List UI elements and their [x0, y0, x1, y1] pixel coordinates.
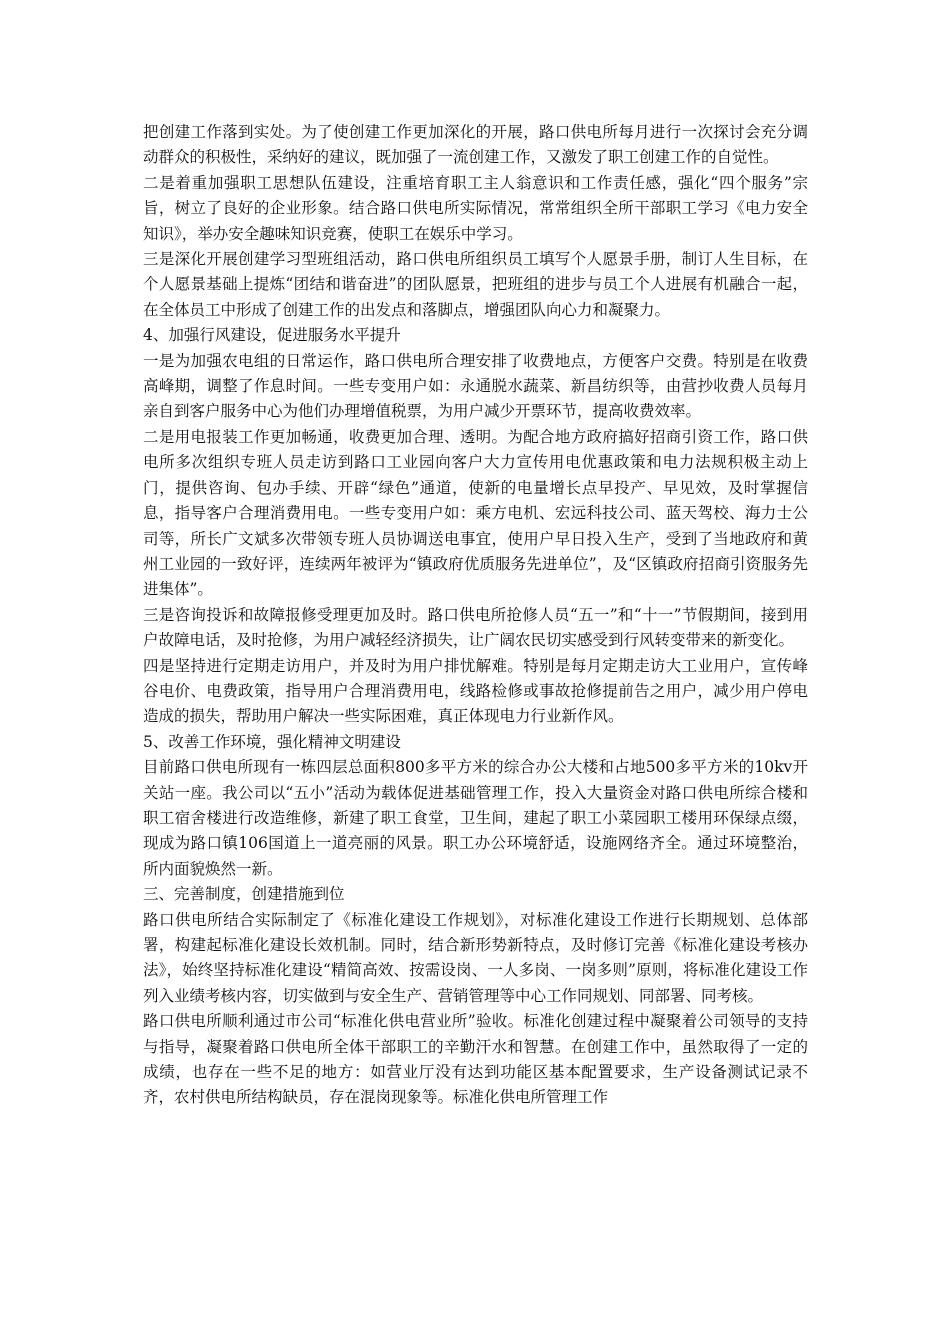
paragraph-3: 三是深化开展创建学习型班组活动，路口供电所组织员工填写个人愿景手册，制订人生目标，在个人愿景基础上提炼“团结和谐奋进”的团队愿景，把班组的进步与员工个人进展有机融合一起，在全体员工中形成了创建工作的出发点和落脚点，增强团队向心力和凝聚力。	[143, 250, 808, 319]
paragraph-13: 路口供电所顺利通过市公司“标准化供电营业所”验收。标准化创建过程中凝聚着公司领导的支持与指导，凝聚着路口供电所全体干部职工的辛勤汗水和智慧。在创建工作中，虽然取得了一定的成绩，也存在一些不足的地方：如营业厅没有达到功能区基本配置要求，生产设备测试记录不齐，农村供电所结构缺员，存在混岗现象等。标准化供电所管理工作	[143, 1012, 808, 1107]
paragraph-2: 二是着重加强职工思想队伍建设，注重培育职工主人翁意识和工作责任感，强化“四个服务”宗旨，树立了良好的企业形象。结合路口供电所实际情况，常常组织全所干部职工学习《电力安全知识》，举办安全趣味知识竞赛，使职工在娱乐中学习。	[143, 173, 808, 243]
paragraph-12: 路口供电所结合实际制定了《标准化建设工作规划》，对标准化建设工作进行长期规划、总体部署，构建起标准化建设长效机制。同时，结合新形势新特点，及时修订完善《标准化建设考核办法》，始终坚持标准化建设“精简高效、按需设岗、一人多岗、一岗多则”原则，将标准化建设工作列入业绩考核内容，切实做到与安全生产、营销管理等中心工作同规划、同部署、同考核。	[143, 910, 808, 1005]
paragraph-10: 目前路口供电所现有一栋四层总面积800多平方米的综合办公大楼和占地500多平方米的10kv开关站一座。我公司以“五小”活动为载体促进基础管理工作，投入大量资金对路口供电所综合楼和职工宿舍楼进行改造维修，新建了职工食堂，卫生间，建起了职工小菜园职工楼用环保绿点缀，现成为路口镇106国道上一道亮丽的风景。职工办公环境舒适，设施网络齐全。通过环境整治，所内面貌焕然一新。	[143, 758, 808, 878]
paragraph-7: 三是咨询投诉和故障报修受理更加及时。路口供电所抢修人员“五一”和“十一”节假期间，接到用户故障电话，及时抢修，为用户减轻经济损失，让广阔农民切实感受到行风转变带来的新变化。	[143, 605, 808, 650]
section-heading-3: 三、完善制度，创建措施到位	[143, 885, 345, 904]
paragraph-5: 一是为加强农电组的日常运作，路口供电所合理安排了收费地点，方便客户交费。特别是在收费高峰期，调整了作息时间。一些专变用户如：永通脱水蔬菜、新昌纺织等，由营抄收费人员每月亲自到客户服务中心为他们办理增值税票，为用户减少开票环节，提高收费效率。	[143, 351, 808, 421]
paragraph-6: 二是用电报装工作更加畅通，收费更加合理、透明。为配合地方政府搞好招商引资工作，路口供电所多次组织专班人员走访到路口工业园向客户大力宣传用电优惠政策和电力法规积极主动上门，提供咨询、包办手续、开辟“绿色”通道，使新的电量增长点早投产、早见效，及时掌握信息，指导客户合理消费用电。一些专变用户如：乘方电机、宏远科技公司、蓝天驾校、海力士公司等，所长广文斌多次带领专班人员协调送电事宜，使用户早日投入生产，受到了当地政府和黄州工业园的一致好评，连续两年被评为“镇政府优质服务先进单位”，及“区镇政府招商引资服务先进集体”。	[143, 427, 808, 599]
paragraph-8: 四是坚持进行定期走访用户，并及时为用户排忧解难。特别是每月定期走访大工业用户，宣传峰谷电价、电费政策，指导用户合理消费用电，线路检修或事故抢修提前告之用户，减少用户停电造成的损失，帮助用户解决一些实际困难，真正体现电力行业新作风。	[143, 656, 808, 726]
document-body	[143, 120, 808, 1111]
section-heading-5: 5、改善工作环境，强化精神文明建设	[143, 732, 401, 751]
paragraph-1: 把创建工作落到实处。为了使创建工作更加深化的开展，路口供电所每月进行一次探讨会充分调动群众的积极性，采纳好的建议，既加强了一流创建工作，又激发了职工创建工作的自觉性。	[143, 123, 808, 167]
section-heading-4: 4、加强行风建设，促进服务水平提升	[143, 326, 401, 345]
